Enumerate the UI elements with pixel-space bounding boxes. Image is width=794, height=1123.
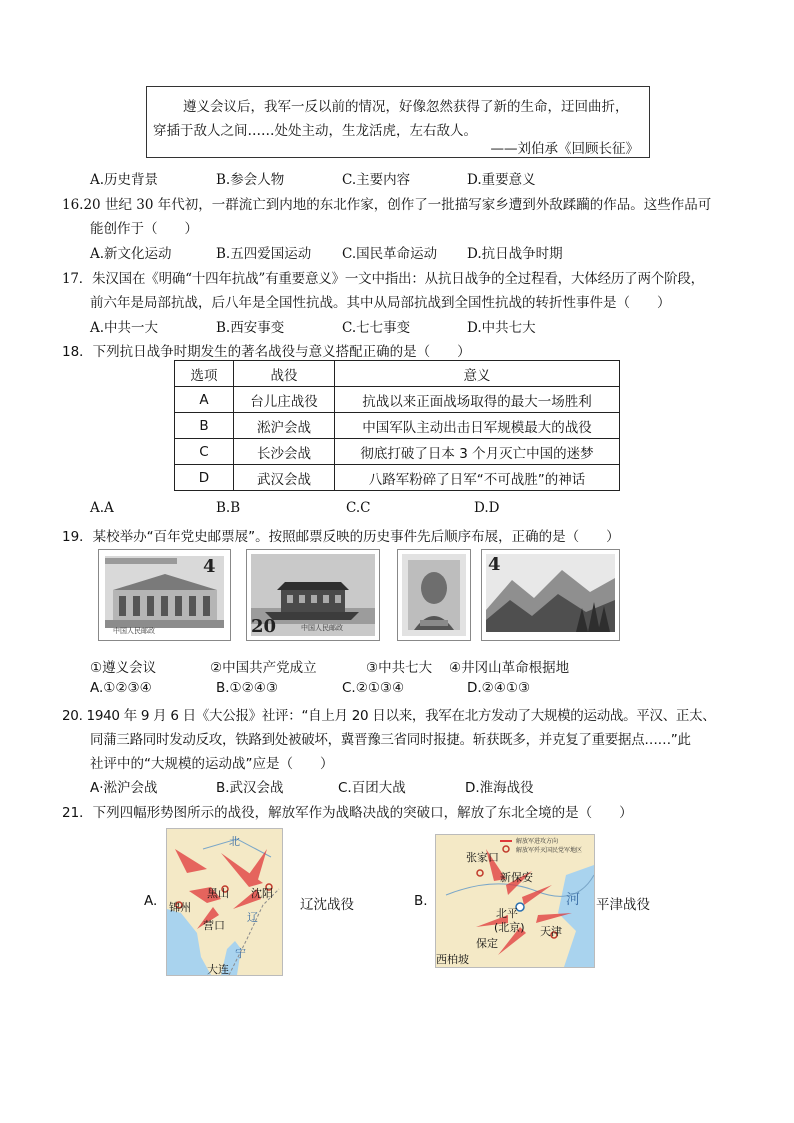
table-cell: 武汉会战 [234,465,335,491]
map-label: 新保安 [500,871,533,884]
q20-option-c[interactable]: C.百团大战 [338,780,406,796]
map-label: 营口 [203,919,225,932]
quote-line-2: 穿插于敌人之间……处处主动，生龙活虎，左右敌人。 [153,123,477,139]
table-cell: D [175,465,234,491]
q18-option-b[interactable]: B.B [216,500,241,516]
table-cell: 台儿庄战役 [234,387,335,413]
q16-stem-line-2: 能创作于（ ） [90,221,198,237]
q17-stem-line-1: 17．朱汉国在《明确“十四年抗战”有重要意义》一文中指出：从抗日战争的全过程看，大体经历了两个阶段， [62,271,704,287]
map-liaoshen [166,828,283,976]
q16-option-b[interactable]: B.五四爱国运动 [216,246,312,262]
table-cell: 八路军粉碎了日军“不可战胜”的神话 [335,465,620,491]
q18-table [174,360,620,491]
map-label: 辽 [247,911,258,924]
map-label: 黑山 [207,887,229,900]
map-label: 天津 [540,925,562,938]
map-label: 宁 [235,947,246,960]
q19-item-3: ③中共七大 [366,660,433,676]
q17-stem-line-2: 前六年是局部抗战，后八年是全国性抗战。其中从局部抗战到全国性抗战的转折性事件是（ ） [90,295,671,311]
q17-option-c[interactable]: C.七七事变 [342,320,411,336]
q20-option-d[interactable]: D.淮海战役 [465,780,534,796]
table-row [175,413,620,439]
stamp-denomination: 20 [251,616,277,637]
q15-option-b[interactable]: B.参会人物 [216,172,285,188]
q20-stem-line-1: 20. 1940 年 9 月 6 日《大公报》社评：“自上月 20 日以来，我军在北方发动了大规模的运动战。平汉、正太、 [62,708,716,724]
table-cell: A [175,387,234,413]
stamp-denomination: 4 [203,556,216,577]
q19-option-d[interactable]: D.②④①③ [467,680,531,696]
q19-item-1: ①遵义会议 [90,660,157,676]
stamp-country-text: 中国人民邮政 [113,627,155,635]
stamp-zunyi [98,549,231,641]
q19-option-b[interactable]: B.①②④③ [216,680,278,696]
q17-option-d[interactable]: D.中共七大 [467,320,536,336]
stamp-portrait [397,549,471,641]
q19-item-4: ④井冈山革命根据地 [449,660,570,676]
stamp-portrait-image [398,550,470,640]
table-cell: 彻底打破了日本 3 个月灭亡中国的迷梦 [335,439,620,465]
map-b-caption: 平津战役 [596,897,650,913]
map-label: 北平 [496,907,518,920]
table-header: 意义 [335,361,620,387]
map-pingjin [435,834,595,968]
stamp-red-boat [246,549,380,641]
stamp-jinggangshan-image [482,550,619,640]
q19-item-2: ②中国共产党成立 [210,660,317,676]
map-a-caption: 辽沈战役 [300,897,354,913]
q21-stem: 21．下列四幅形势图所示的战役，解放军作为战略决战的突破口，解放了东北全境的是（ ） [62,805,633,821]
q20-option-a[interactable]: A·淞沪会战 [90,780,158,796]
q20-option-b[interactable]: B.武汉会战 [216,780,284,796]
q16-option-a[interactable]: A.新文化运动 [90,246,172,262]
q15-option-c[interactable]: C.主要内容 [342,172,411,188]
map-b-letter[interactable]: B. [414,893,428,909]
table-row [175,439,620,465]
table-header-row [175,361,620,387]
q18-option-c[interactable]: C.C [346,500,371,516]
q16-option-d[interactable]: D.抗日战争时期 [467,246,563,262]
table-cell: 长沙会战 [234,439,335,465]
table-header: 战役 [234,361,335,387]
q20-stem-line-3: 社评中的“大规模的运动战”应是（ ） [90,756,334,772]
table-cell: 抗战以来正面战场取得的最大一场胜利 [335,387,620,413]
q17-option-a[interactable]: A.中共一大 [90,320,159,336]
q16-option-c[interactable]: C.国民革命运动 [342,246,438,262]
map-label: (北京) [494,921,525,934]
map-label: 北 [229,835,240,848]
q19-stem: 19．某校举办“百年党史邮票展”。按照邮票反映的历史事件先后顺序布展，正确的是（ ） [62,529,620,545]
map-label: 沈阳 [251,887,273,900]
map-label: 河 [566,892,580,908]
table-cell: C [175,439,234,465]
stamp-denomination: 4 [488,554,501,575]
quote-source: ——刘伯承《回顾长征》 [490,141,639,157]
quote-box [146,86,650,158]
q18-stem: 18．下列抗日战争时期发生的著名战役与意义搭配正确的是（ ） [62,344,471,360]
table-row [175,387,620,413]
q19-option-c[interactable]: C.②①③④ [342,680,405,696]
stamp-jinggangshan [481,549,620,641]
table-row [175,465,620,491]
q16-stem-line-1: 16.20 世纪 30 年代初，一群流亡到内地的东北作家，创作了一批描写家乡遭到外敌蹂躏的作品。这些作品可 [62,197,712,213]
q15-option-d[interactable]: D.重要意义 [467,172,536,188]
table-header: 选项 [175,361,234,387]
q17-option-b[interactable]: B.西安事变 [216,320,285,336]
table-cell: B [175,413,234,439]
q19-option-a[interactable]: A.①②③④ [90,680,152,696]
map-label: 保定 [476,937,498,950]
q15-option-a[interactable]: A.历史背景 [90,172,159,188]
map-label: 张家口 [466,851,499,864]
table-cell: 中国军队主动出击日军规模最大的战役 [335,413,620,439]
map-label: 西柏坡 [436,953,469,966]
map-legend-item: 解放军歼灭国民党军地区 [516,847,583,854]
q18-option-d[interactable]: D.D [474,500,500,516]
stamp-country-text: 中国人民邮政 [301,624,343,632]
map-a-letter[interactable]: A. [144,893,158,909]
map-legend-item: 解放军进攻方向 [516,838,559,845]
quote-line-1: 遵义会议后，我军一反以前的情况，好像忽然获得了新的生命，迂回曲折， [183,99,629,115]
map-label: 锦州 [169,901,191,914]
table-cell: 淞沪会战 [234,413,335,439]
map-label: 大连 [207,963,229,976]
q20-stem-line-2: 同蒲三路同时发动反攻，铁路到处被破坏，冀晋豫三省同时报捷。斩获既多，并克复了重要据点……”此 [90,732,691,748]
q18-option-a[interactable]: A.A [90,500,114,516]
